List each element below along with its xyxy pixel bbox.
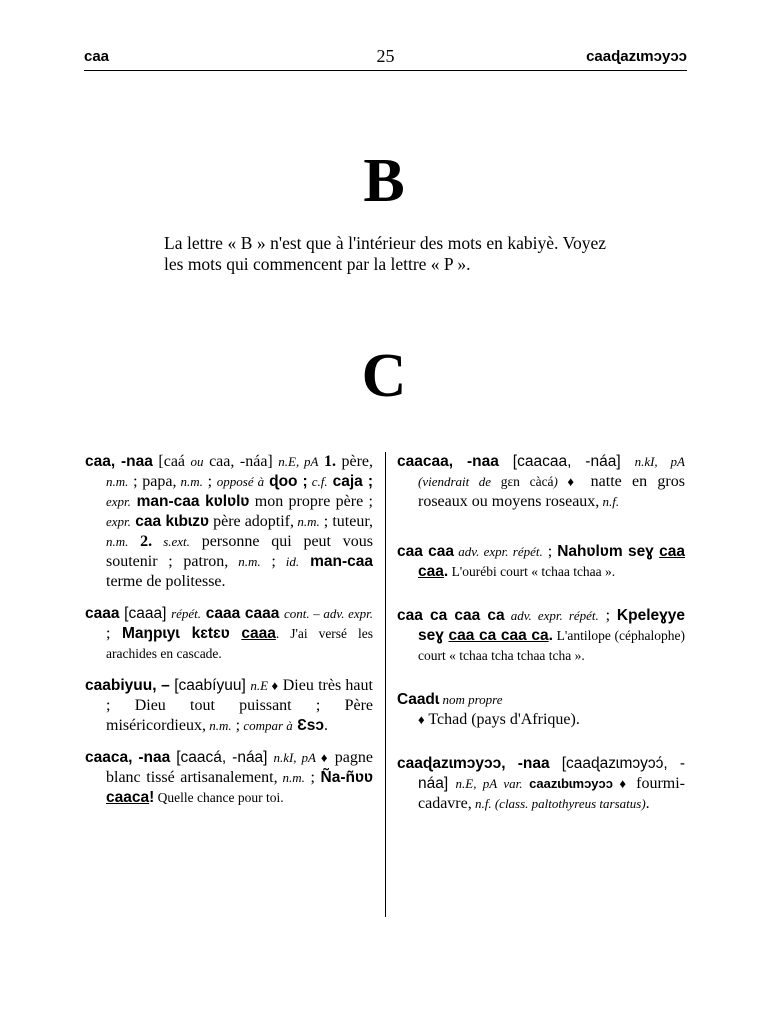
entry-caaa: caaa [caaa] répét. caaa caaa cont. – adv. expr. ; Maŋpɩyɩ kɛtɛʋ caaa. J'ai versé les arachides en cascade.	[85, 605, 373, 661]
entry-caacaa: caacaa, -naa [caacaa, -náa] n.kI, pA (viendrait de gɛn càcá) ♦ natte en gros roseaux ou moyens roseaux, n.f.	[397, 453, 685, 510]
headword: caabiyuu, –	[85, 677, 170, 694]
headword: caa ca caa ca	[397, 607, 505, 624]
header-left-guideword: caa	[84, 48, 110, 65]
entry-caabiyuu: caabiyuu, – [caabíyuu] n.E ♦ Dieu très haut ; Dieu tout puissant ; Père miséricordieux, n.m. ; compar à Ɛsɔ.	[85, 677, 373, 734]
header-right-guideword: caaɖazɩmɔyɔɔ	[586, 48, 687, 65]
diamond-bullet-icon: ♦	[268, 678, 279, 693]
right-column	[397, 452, 685, 826]
diamond-bullet-icon: ♦	[557, 474, 581, 489]
diamond-bullet-icon: ♦	[418, 712, 425, 727]
column-divider	[385, 452, 386, 917]
page-number: 25	[376, 46, 395, 66]
left-column	[85, 452, 373, 820]
headword: caa caa	[397, 543, 455, 560]
intro-paragraph: La lettre « B » n'est que à l'intérieur des mots en kabiyè. Voyez les mots qui commencent par la lettre « P ».	[164, 233, 606, 274]
entry-caa: caa, -naa [caá ou caa, -náa] n.E, pA 1. père, n.m. ; papa, n.m. ; opposé à ɖoo ; c.f. caja ; expr. man-caa kʋlʋlʋ mon propre père ; expr. caa kɩbɩzʋ père adoptif, n.m. ; tuteur, n.m. 2. s.ext. personne qui peut vous soutenir ; patron, n.m. ; id. man-caa terme de politesse.	[85, 453, 374, 590]
entry-caadi: Caadɩ nom propre ♦ Tchad (pays d'Afrique).	[397, 691, 580, 728]
entry-caa-caa: caa caa adv. expr. répét. ; Nahʋlʋm seɣ caa caa. L'ourébi court « tchaa tchaa ».	[397, 543, 685, 580]
entry-caa-ca-caa-ca: caa ca caa ca adv. expr. répét. ; Kpeleɣye seɣ caa ca caa ca. L'antilope (céphalophe) court « tchaa tcha tchaa tcha ».	[397, 607, 686, 663]
headword: caaca, -naa	[85, 749, 171, 766]
diamond-bullet-icon: ♦	[315, 750, 330, 765]
entry-caaca: caaca, -naa [caacá, -náa] n.kI, pA ♦ pagne blanc tissé artisanalement, n.m. ; Ña-ñʋʋ caaca! Quelle chance pour toi.	[85, 749, 373, 806]
entry-caadazimoyoo: caaɖazɩmɔyɔɔ, -naa [caaɖazɩmɔyɔɔ́, -náa] n.E, pA var. caazɩbɩmɔyɔɔ ♦ fourmi-cadavre, n.f. (class. paltothyreus tarsatus).	[397, 755, 685, 812]
section-letter-b: B	[363, 147, 405, 215]
headword: caaa	[85, 605, 120, 622]
headword: Caadɩ	[397, 691, 440, 708]
headword: caacaa, -naa	[397, 453, 499, 470]
diamond-bullet-icon: ♦	[613, 776, 630, 791]
section-letter-c: C	[361, 342, 407, 410]
running-header	[84, 46, 687, 71]
headword: caa, -naa	[85, 453, 153, 470]
headword: caaɖazɩmɔyɔɔ, -naa	[397, 755, 550, 772]
